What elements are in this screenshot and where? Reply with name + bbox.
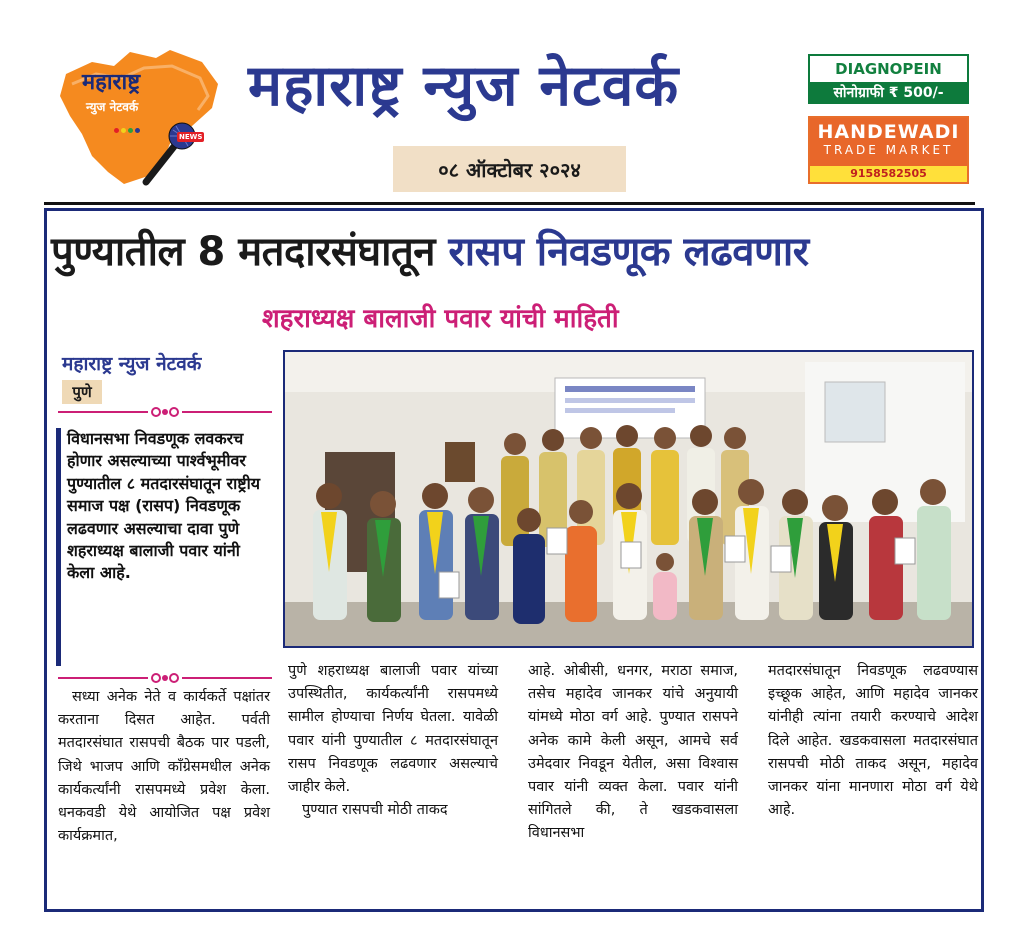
article-headline: [51, 222, 809, 282]
body-column-4: [768, 660, 978, 822]
diagnopein-ad[interactable]: [808, 54, 969, 104]
body-paragraph: पुणे शहराध्यक्ष बालाजी पवार यांच्या उपस्थितीत, कार्यकर्त्यांनी रासपमध्ये सामील होण्याचा निर्णय घेतला. यावेळी पवार यांनी पुण्यातील ८ मतदारसंघातून रासप निवडणूक लढवणार असल्याचे जाहीर केले.: [288, 663, 498, 796]
diagnopein-brand: DIAGNOPEIN: [835, 60, 942, 78]
body-column-3: [528, 660, 738, 846]
handewadi-subtitle: TRADE MARKET: [823, 143, 954, 157]
logo-title: महाराष्ट्र: [82, 70, 141, 95]
group-photo-illustration: [285, 352, 972, 646]
body-column-1: [58, 686, 270, 848]
handewadi-ad[interactable]: [808, 116, 969, 184]
microphone-icon: [140, 118, 200, 188]
ornament-divider-icon: [58, 671, 272, 685]
publication-logo: [52, 44, 222, 190]
article-byline: महाराष्ट्र न्युज नेटवर्क: [62, 353, 202, 375]
headline-part-1: पुण्यातील 8 मतदारसंघातून: [51, 229, 435, 275]
group-photo: [283, 350, 974, 648]
handewadi-phone: 9158582505: [810, 166, 967, 182]
body-paragraph: पुण्यात रासपची मोठी ताकद: [302, 802, 448, 819]
ornament-divider-icon: [58, 405, 272, 419]
body-column-2: [288, 660, 498, 822]
logo-news-tag: NEWS: [179, 133, 203, 141]
diagnopein-offer: सोनोग्राफी ₹ 500/-: [810, 82, 967, 102]
logo-subtitle: न्युज नेटवर्क: [86, 100, 139, 114]
article-subheadline: शहराध्यक्ष बालाजी पवार यांची माहिती: [262, 304, 619, 334]
logo-dots: [114, 118, 142, 137]
body-paragraph: आहे. ओबीसी, धनगर, मराठा समाज, तसेच महादेव जानकर यांचे अनुयायी यांमध्ये मोठा वर्ग आहे. पुण्यात रासपने अनेक कामे केली असून, आमचे सर्व उमेदवार निवडून येतील, असा विश्वास पवार यांनी व्यक्त केला. पवार यांनी सांगितले की, ते खडकवासला विधानसभा: [528, 663, 738, 842]
issue-date: ०८ ऑक्टोबर २०२४: [393, 146, 626, 192]
article-lead: विधानसभा निवडणूक लवकरच होणार असल्याच्या पार्श्वभूमीवर पुण्यातील ८ मतदारसंघातून राष्ट्रीय समाज पक्ष (रासप) निवडणूक लढवणार असल्याचा दावा पुणे शहराध्यक्ष बालाजी पवार यांनी केला आहे.: [56, 428, 270, 666]
body-paragraph: सध्या अनेक नेते व कार्यकर्ते पक्षांतर करताना दिसत आहेत. पर्वती मतदारसंघात रासपची बैठक पार पडली, जिथे भाजप आणि काँग्रेसमधील अनेक कार्यकर्त्यांनी रासपमध्ये प्रवेश केला. धनकवडी येथे आयोजित पक्ष प्रवेश कार्यक्रमात,: [58, 689, 270, 845]
masthead-title: महाराष्ट्र न्युज नेटवर्क: [248, 53, 680, 119]
body-paragraph: मतदारसंघातून निवडणूक लढवण्यास इच्छूक आहेत, आणि महादेव जानकर यांनीही त्यांना तयारी करण्याचे आदेश दिले आहेत. खडकवासला मतदारसंघात रासपची मोठी ताकद असून, महादेव जानकर यांना मानणारा मोठा वर्ग येथे आहे.: [768, 663, 978, 819]
masthead-rule: [44, 202, 975, 205]
handewadi-name: HANDEWADI: [817, 121, 960, 143]
headline-part-2: रासप निवडणूक लढवणार: [448, 229, 809, 275]
dateline-place: पुणे: [62, 380, 102, 404]
